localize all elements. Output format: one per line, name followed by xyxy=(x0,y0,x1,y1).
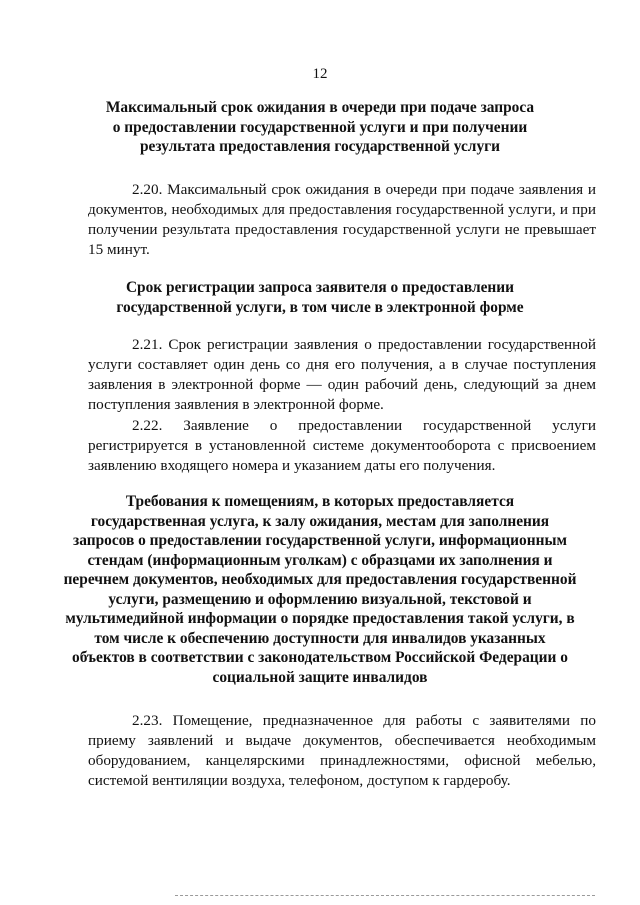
heading-line: социальной защите инвалидов xyxy=(212,668,428,686)
section-heading-premises-requirements xyxy=(0,492,640,687)
heading-line: Максимальный срок ожидания в очереди при подаче запроса xyxy=(105,99,535,116)
paragraph-line: оборудованием, канцелярскими принадлежностями, офисной мебелью, xyxy=(88,752,596,769)
heading-line: государственная услуга, к залу ожидания, местам для заполнения xyxy=(90,512,550,530)
heading-line: объектов в соответствии с законодательством Российской Федерации о xyxy=(72,649,568,666)
paragraph-2-21 xyxy=(88,335,596,415)
paragraph-line: системой вентиляции воздуха, телефоном, доступом к гардеробу. xyxy=(88,772,511,789)
paragraph-line: услуги составляет один день со дня его получения, а в случае поступления xyxy=(88,356,596,373)
heading-line: о предоставлении государственной услуги и при получении xyxy=(112,118,528,136)
heading-line: Требования к помещениям, в которых предоставляется xyxy=(125,493,515,510)
heading-line: стендам (информационным уголкам) с образцами их заполнения и xyxy=(87,551,553,569)
section-heading-max-wait-time xyxy=(0,98,640,157)
heading-line: перечнем документов, необходимых для предоставления государственной xyxy=(63,571,577,588)
paragraph-line: 2.23. Помещение, предназначенное для работы с заявителями по xyxy=(132,712,596,729)
page-number: 12 xyxy=(312,66,328,82)
paragraph-line: 2.21. Срок регистрации заявления о предоставлении государственной xyxy=(132,336,596,353)
paragraph-line: 2.22. Заявление о предоставлении государственной услуги xyxy=(132,417,596,434)
heading-line: услуги, размещению и оформлению визуальной, текстовой и xyxy=(108,590,532,608)
paragraph-line: получении результата предоставления государственной услуги не превышает xyxy=(88,221,596,238)
heading-line: результата предоставления государственной услуги xyxy=(140,138,500,155)
paragraph-line: 2.20. Максимальный срок ожидания в очереди при подаче заявления и xyxy=(132,181,596,198)
heading-line: Срок регистрации запроса заявителя о предоставлении xyxy=(125,279,515,296)
heading-line: том числе к обеспечению доступности для инвалидов указанных xyxy=(94,629,546,647)
paragraph-2-20 xyxy=(88,180,596,260)
heading-line: государственной услуги, в том числе в электронной форме xyxy=(116,298,524,316)
paragraph-2-23 xyxy=(88,711,596,791)
paragraph-line: документов, необходимых для предоставления государственной услуги, и при xyxy=(88,201,596,218)
scan-artifact-divider xyxy=(175,895,595,897)
heading-line: мультимедийной информации о порядке предоставления такой услуги, в xyxy=(65,610,575,627)
heading-line: запросов о предоставлении государственной услуги, информационным xyxy=(73,532,567,549)
section-heading-registration-term xyxy=(0,278,640,317)
paragraph-line: приему заявлений и выдаче документов, обеспечивается необходимым xyxy=(88,732,596,749)
paragraph-line: 15 минут. xyxy=(88,241,150,258)
paragraph-line: регистрируется в установленной системе документооборота с присвоением xyxy=(88,437,596,454)
paragraph-line: заявлению входящего номера и указанием даты его получения. xyxy=(88,457,496,474)
paragraph-line: заявления в электронной форме — один рабочий день, следующий за днем xyxy=(88,376,596,393)
paragraph-line: поступления заявления в электронной форме. xyxy=(88,396,384,413)
paragraph-2-22 xyxy=(88,416,596,476)
